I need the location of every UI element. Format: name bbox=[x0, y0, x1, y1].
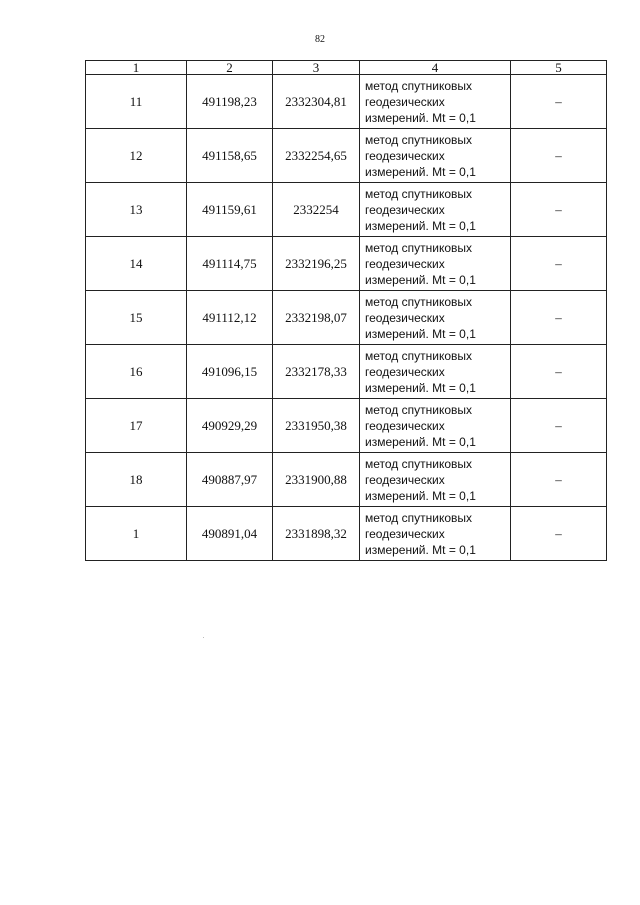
y-coordinate-cell: 2332254 bbox=[273, 183, 360, 237]
method-line: метод спутниковых bbox=[365, 456, 473, 471]
point-number-cell: 1 bbox=[86, 507, 187, 561]
point-number-cell: 18 bbox=[86, 453, 187, 507]
method-line: геодезических bbox=[365, 202, 445, 217]
x-coordinate-cell: 491096,15 bbox=[187, 345, 273, 399]
method-line: геодезических bbox=[365, 148, 445, 163]
y-coordinate-cell: 2332178,33 bbox=[273, 345, 360, 399]
table-row bbox=[86, 129, 607, 183]
method-line: геодезических bbox=[365, 94, 445, 109]
method-line: измерений. Mt = 0,1 bbox=[365, 542, 476, 557]
x-coordinate-cell: 490891,04 bbox=[187, 507, 273, 561]
scan-speck bbox=[203, 637, 204, 638]
method-cell bbox=[360, 183, 511, 237]
method-line: метод спутниковых bbox=[365, 348, 473, 363]
table-body bbox=[86, 75, 607, 561]
point-number-cell: 12 bbox=[86, 129, 187, 183]
method-line: измерений. Mt = 0,1 bbox=[365, 326, 476, 341]
x-coordinate-cell: 491159,61 bbox=[187, 183, 273, 237]
method-line: геодезических bbox=[365, 256, 445, 271]
coordinates-table bbox=[85, 60, 607, 561]
table-row bbox=[86, 183, 607, 237]
method-line: измерений. Mt = 0,1 bbox=[365, 110, 476, 125]
method-line: геодезических bbox=[365, 472, 445, 487]
note-cell: – bbox=[511, 399, 607, 453]
y-coordinate-cell: 2332254,65 bbox=[273, 129, 360, 183]
method-cell bbox=[360, 129, 511, 183]
point-number-cell: 15 bbox=[86, 291, 187, 345]
y-coordinate-cell: 2331950,38 bbox=[273, 399, 360, 453]
column-header: 5 bbox=[511, 61, 607, 75]
note-cell: – bbox=[511, 453, 607, 507]
table-row bbox=[86, 345, 607, 399]
column-header: 1 bbox=[86, 61, 187, 75]
table-row bbox=[86, 237, 607, 291]
x-coordinate-cell: 491112,12 bbox=[187, 291, 273, 345]
table-row bbox=[86, 453, 607, 507]
point-number-cell: 17 bbox=[86, 399, 187, 453]
method-line: метод спутниковых bbox=[365, 186, 473, 201]
y-coordinate-cell: 2331898,32 bbox=[273, 507, 360, 561]
column-header: 4 bbox=[360, 61, 511, 75]
method-line: геодезических bbox=[365, 310, 445, 325]
note-cell: – bbox=[511, 291, 607, 345]
table-row bbox=[86, 75, 607, 129]
x-coordinate-cell: 491158,65 bbox=[187, 129, 273, 183]
method-cell bbox=[360, 75, 511, 129]
y-coordinate-cell: 2331900,88 bbox=[273, 453, 360, 507]
method-line: метод спутниковых bbox=[365, 402, 473, 417]
method-line: измерений. Mt = 0,1 bbox=[365, 434, 476, 449]
method-cell bbox=[360, 453, 511, 507]
table-header-row bbox=[86, 61, 607, 75]
column-header: 2 bbox=[187, 61, 273, 75]
method-line: измерений. Mt = 0,1 bbox=[365, 488, 476, 503]
x-coordinate-cell: 491114,75 bbox=[187, 237, 273, 291]
x-coordinate-cell: 491198,23 bbox=[187, 75, 273, 129]
point-number-cell: 11 bbox=[86, 75, 187, 129]
table-row bbox=[86, 399, 607, 453]
method-line: метод спутниковых bbox=[365, 510, 473, 525]
page-number: 82 bbox=[315, 34, 325, 45]
method-cell bbox=[360, 507, 511, 561]
note-cell: – bbox=[511, 345, 607, 399]
x-coordinate-cell: 490929,29 bbox=[187, 399, 273, 453]
note-cell: – bbox=[511, 129, 607, 183]
method-line: измерений. Mt = 0,1 bbox=[365, 218, 476, 233]
y-coordinate-cell: 2332196,25 bbox=[273, 237, 360, 291]
method-line: геодезических bbox=[365, 364, 445, 379]
column-header: 3 bbox=[273, 61, 360, 75]
method-line: измерений. Mt = 0,1 bbox=[365, 272, 476, 287]
method-cell bbox=[360, 291, 511, 345]
x-coordinate-cell: 490887,97 bbox=[187, 453, 273, 507]
method-line: метод спутниковых bbox=[365, 240, 473, 255]
table-row bbox=[86, 507, 607, 561]
point-number-cell: 13 bbox=[86, 183, 187, 237]
note-cell: – bbox=[511, 507, 607, 561]
point-number-cell: 16 bbox=[86, 345, 187, 399]
method-line: измерений. Mt = 0,1 bbox=[365, 380, 476, 395]
method-cell bbox=[360, 399, 511, 453]
method-line: геодезических bbox=[365, 526, 445, 541]
note-cell: – bbox=[511, 237, 607, 291]
y-coordinate-cell: 2332198,07 bbox=[273, 291, 360, 345]
note-cell: – bbox=[511, 183, 607, 237]
method-line: геодезических bbox=[365, 418, 445, 433]
y-coordinate-cell: 2332304,81 bbox=[273, 75, 360, 129]
method-line: метод спутниковых bbox=[365, 294, 473, 309]
method-line: метод спутниковых bbox=[365, 78, 473, 93]
method-line: измерений. Mt = 0,1 bbox=[365, 164, 476, 179]
method-cell bbox=[360, 237, 511, 291]
table-row bbox=[86, 291, 607, 345]
method-line: метод спутниковых bbox=[365, 132, 473, 147]
point-number-cell: 14 bbox=[86, 237, 187, 291]
note-cell: – bbox=[511, 75, 607, 129]
method-cell bbox=[360, 345, 511, 399]
